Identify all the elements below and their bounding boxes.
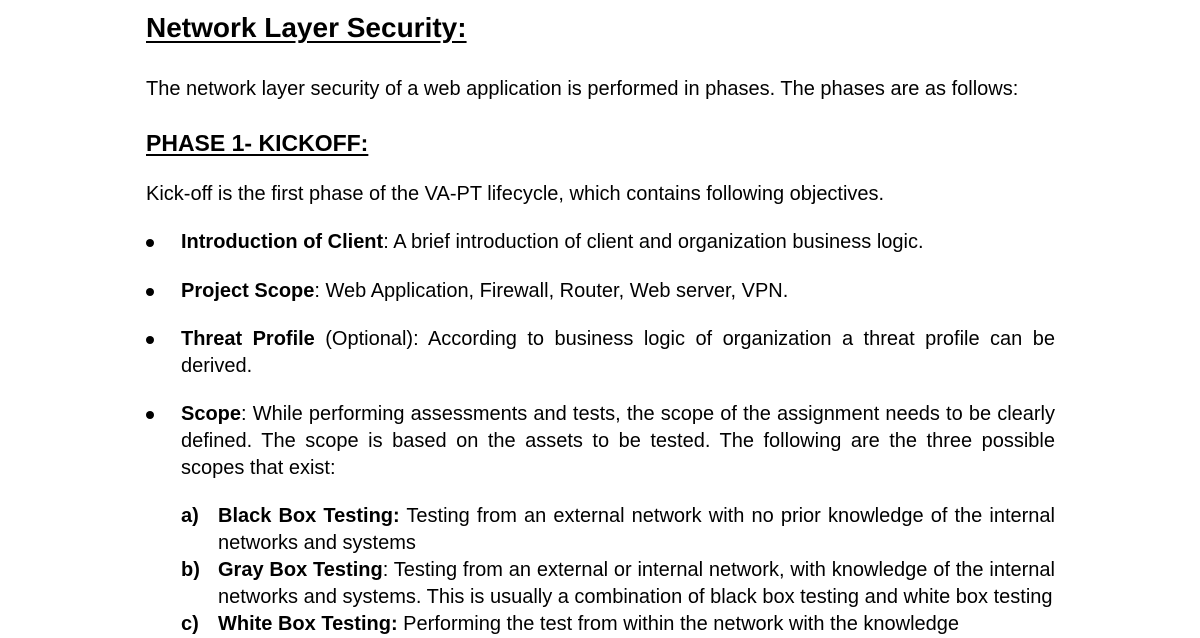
bullet-text — [181, 401, 1055, 482]
scope-description: Testing from an external network with no prior knowledge of the internal networks and systems — [218, 505, 1055, 554]
page-title: Network Layer Security: — [146, 12, 467, 43]
bullet-text — [181, 229, 1055, 256]
bullet-term: Scope — [181, 403, 242, 425]
bullet-icon — [146, 239, 154, 247]
intro-paragraph: The network layer security of a web application is performed in phases. The phases are as follows: — [146, 78, 1019, 100]
bullet-term: Introduction of Client — [181, 231, 384, 253]
bullet-term: Threat Profile — [181, 328, 315, 350]
bullet-term: Project Scope — [181, 280, 315, 302]
phase-heading: PHASE 1- KICKOFF: — [146, 130, 369, 156]
scope-description: Performing the test from within the network with the knowledge — [397, 613, 960, 635]
bullet-text — [181, 278, 1055, 305]
bullet-description: : A brief introduction of client and organization business logic. — [383, 231, 924, 253]
scope-term: Gray Box Testing — [218, 559, 383, 581]
bullet-icon — [146, 411, 154, 419]
scope-term: Black Box Testing: — [218, 505, 400, 527]
bullet-description: : While performing assessments and tests, the scope of the assignment needs to be clearly defined. The scope is based on the assets to be tested. The following are the three possible scopes that exist: — [181, 403, 1055, 479]
scope-marker: c) — [181, 613, 199, 635]
scope-text — [218, 557, 1055, 611]
bullet-text — [181, 326, 1055, 380]
scope-marker: b) — [181, 559, 200, 581]
bullet-description: (Optional): According to business logic of organization a threat profile can be derived. — [181, 328, 1055, 377]
scope-term: White Box Testing: — [218, 613, 398, 635]
scope-text — [218, 503, 1055, 557]
kickoff-paragraph: Kick-off is the first phase of the VA-PT lifecycle, which contains following objectives. — [146, 183, 885, 205]
bullet-description: : Web Application, Firewall, Router, Web server, VPN. — [314, 280, 789, 302]
scope-description: : Testing from an external or internal network, with knowledge of the internal networks and systems. This is usually a combination of black box testing and white box testing — [218, 559, 1055, 608]
bullet-icon — [146, 288, 154, 296]
bullet-icon — [146, 336, 154, 344]
scope-text — [218, 611, 1055, 638]
scope-marker: a) — [181, 505, 199, 527]
